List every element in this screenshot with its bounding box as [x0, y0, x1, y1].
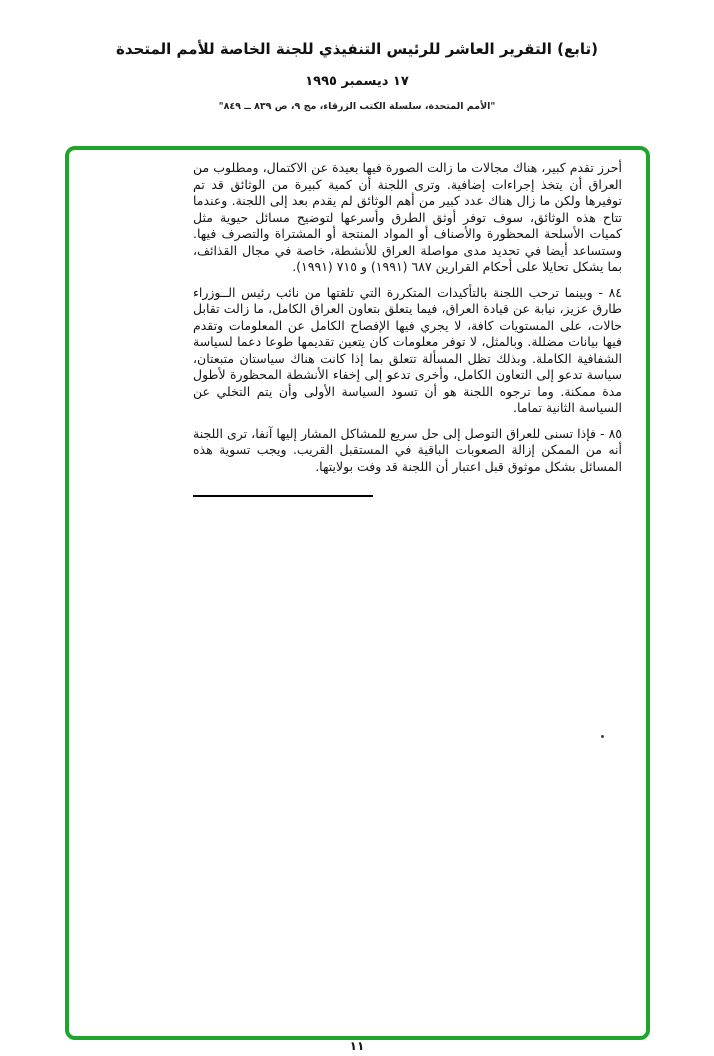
paragraph-continuation: أحرز تقدم كبير، هناك مجالات ما زالت الصورة فيها بعيدة عن الاكتمال، ومطلوب من العراق أن يتخذ إجراءات إضافية. وترى اللجنة أن كمية كبيرة من الوثائق قد تم توفيرها ولكن ما زال هناك عدد كبير من أهم الوثائق لم يقدم بعد إلى اللجنة. وعندما تتاح هذه الوثائق، سوف توفر أوثق الطرق وأسرعها لتوضيح مسائل حيوية مثل كميات الأسلحة المحظورة والأصناف أو المواد المنتجة أو المشتراة والتصرف فيها. وستساعد أيضا في تحديد مدى مواصلة العراق للأنشطة، خاصة في مجال القذائف، بما يشكل تحايلا على أحكام القرارين ٦٨٧ (١٩٩١) و ٧١٥ (١٩٩١). — [193, 160, 622, 274]
document-title: (تابع) التقرير العاشر للرئيس التنفيذي للجنة الخاصة للأمم المتحدة — [116, 40, 598, 58]
body-text — [193, 160, 622, 497]
paragraph-84: ٨٤ - وبينما ترحب اللجنة بالتأكيدات المتكررة التي تلقتها من نائب رئيس الــوزراء طارق عزيز، نيابة عن قيادة العراق، فيما يتعلق بتعاون العراق الكامل، ما زالت تقابل حالات، على المستويات كافة، لا يجري فيها الإفصاح الكامل عن المعلومات وتقدم فيها بيانات مضللة. وبالمثل، لا توفر معلومات كان يتعين تقديمها طوعا دعما لسياسة الشفافية الكاملة. وبذلك تظل المسألة تتعلق بما إذا كانت هناك سياستان متبعتان، سياسة تدعو إلى التعاون الكامل، وأخرى تدعو إلى إخفاء الأنشطة المحظورة لأطول مدة ممكنة. وما ترجوه اللجنة هو أن تسود السياسة الأولى وأن يتم التخلي عن السياسة الثانية تماما. — [193, 284, 622, 415]
page-footer — [0, 1035, 714, 1054]
page-number: ١١ — [349, 1039, 365, 1053]
document-date: ١٧ ديسمبر ١٩٩٥ — [305, 73, 409, 89]
document-source-citation: "الأمم المتحدة، سلسلة الكتب الزرقاء، مج ٩، ص ٨٣٩ ــ ٨٤٩" — [218, 100, 496, 112]
footnote-separator — [193, 495, 373, 497]
paragraph-85: ٨٥ - فإذا تسنى للعراق التوصل إلى حل سريع للمشاكل المشار إليها آنفا، ترى اللجنة أنه من الممكن إزالة الصعوبات الباقية في المستقبل القريب. ويجب تسوية هذه المسائل بشكل موثوق قبل اعتبار أن اللجنة قد وفت بولايتها. — [193, 425, 622, 474]
document-header — [0, 0, 714, 112]
stray-mark — [601, 735, 604, 738]
content-frame — [65, 146, 650, 1040]
